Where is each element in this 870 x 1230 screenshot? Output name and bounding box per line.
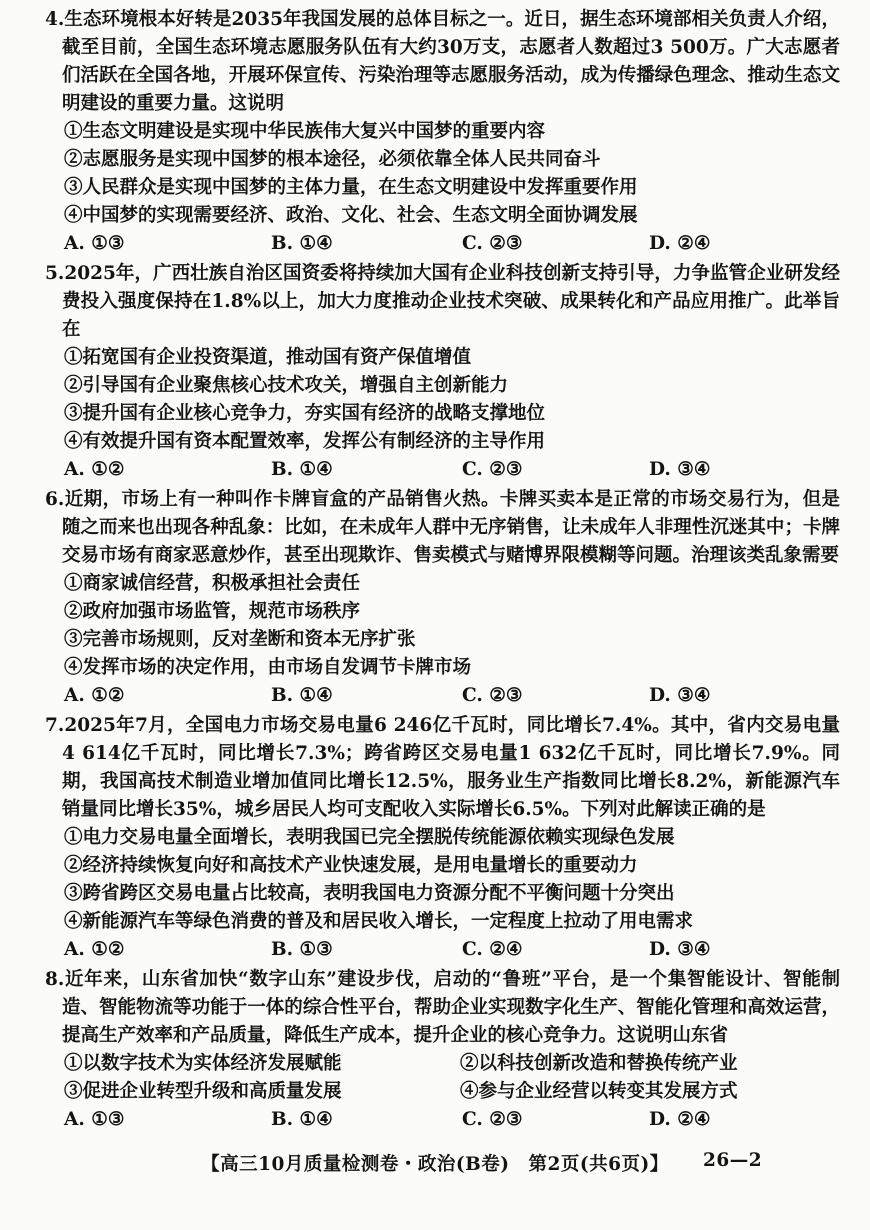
option-d: D. ②④ [649,233,711,254]
option-c: C. ②③ [462,459,523,480]
statement-item: ④有效提升国有资本配置效率，发挥公有制经济的主导作用 [64,431,546,452]
option-b: B. ①④ [271,1109,333,1130]
option-a: A. ①② [64,685,125,706]
answer-options [64,1106,840,1134]
question-stem: 2025年，广西壮族自治区国资委将持续加大国有企业科技创新支持引导，力争监管企业研发经费投入强度保持在1.8%以上，加大力度推动企业技术突破、成果转化和产品应用推广。此举旨在 [62,263,840,340]
question-number: 7. [45,715,65,736]
question-stem: 2025年7月，全国电力市场交易电量6 246亿千瓦时，同比增长7.4%。其中，省内交易电量4 614亿千瓦时，同比增长7.3%；跨省跨区交易电量1 632亿千瓦时，同比增长7.9%。同期，我国高技术制造业增加值同比增长12.5%，服务业生产指数同比增长8.2%，新能源汽车销量同比增长35%，城乡居民人均可支配收入实际增长6.5%。下列对此解读正确的是 [62,715,840,820]
option-a: A. ①③ [64,233,125,254]
option-d: D. ③④ [649,459,711,480]
option-d: D. ②④ [649,1109,711,1130]
question-stem: 生态环境根本好转是2035年我国发展的总体目标之一。近日，据生态环境部相关负责人介绍，截至目前，全国生态环境志愿服务队伍有大约30万支，志愿者人数超过3 500万。广大志愿者们活跃在全国各地，开展环保宣传、污染治理等志愿服务活动，成为传播绿色理念、推动生态文明建设的重要力量。这说明 [62,9,840,114]
statement-item: ②引导国有企业聚焦核心技术攻关，增强自主创新能力 [64,375,509,396]
statement-item: ②经济持续恢复向好和高技术产业快速发展，是用电量增长的重要动力 [64,855,638,876]
statement-item: ④参与企业经营以转变其发展方式 [460,1081,738,1102]
option-b: B. ①③ [271,939,333,960]
footer-text: 【高三10月质量检测卷・政治(B卷) 第2页(共6页)】 [201,1154,669,1175]
question-4 [45,6,840,258]
option-c: C. ②③ [462,233,523,254]
option-b: B. ①④ [271,459,333,480]
statement-item: ③跨省跨区交易电量占比较高，表明我国电力资源分配不平衡问题十分突出 [64,883,675,904]
answer-options [64,682,840,710]
statement-item: ②志愿服务是实现中国梦的根本途径，必须依靠全体人民共同奋斗 [64,149,601,170]
question-number: 4. [45,9,65,30]
option-d: D. ③④ [649,939,711,960]
statement-item: ①拓宽国有企业投资渠道，推动国有资产保值增值 [64,347,472,368]
statement-item: ①商家诚信经营，积极承担社会责任 [64,573,361,594]
statement-item: ④新能源汽车等绿色消费的普及和居民收入增长，一定程度上拉动了用电需求 [64,911,694,932]
statement-item: ③人民群众是实现中国梦的主体力量，在生态文明建设中发挥重要作用 [64,177,638,198]
option-c: C. ②④ [462,939,523,960]
question-stem: 近年来，山东省加快“数字山东”建设步伐，启动的“鲁班”平台，是一个集智能设计、智能制造、智能物流等功能于一体的综合性平台，帮助企业实现数字化生产、智能化管理和高效运营，提高生产效率和产品质量，降低生产成本，提升企业的核心竞争力。这说明山东省 [62,969,840,1046]
answer-options [64,230,840,258]
statement-item: ②以科技创新改造和替换传统产业 [460,1053,738,1074]
option-d: D. ③④ [649,685,711,706]
option-a: A. ①② [64,939,125,960]
question-7 [45,712,840,964]
question-number: 8. [45,969,65,990]
question-stem: 近期，市场上有一种叫作卡牌盲盒的产品销售火热。卡牌买卖本是正常的市场交易行为，但是随之而来也出现各种乱象：比如，在未成年人群中无序销售，让未成年人非理性沉迷其中；卡牌交易市场有商家恶意炒作，甚至出现欺诈、售卖模式与赌博界限模糊等问题。治理该类乱象需要 [62,489,840,566]
question-8 [45,966,840,1134]
statement-item: ③提升国有企业核心竞争力，夯实国有经济的战略支撑地位 [64,403,546,424]
answer-options [64,936,840,964]
option-c: C. ②③ [462,685,523,706]
option-a: A. ①② [64,459,125,480]
statement-item: ①以数字技术为实体经济发展赋能 [64,1053,342,1074]
statement-item: ①电力交易电量全面增长，表明我国已完全摆脱传统能源依赖实现绿色发展 [64,827,675,848]
statement-grid [64,1050,840,1106]
answer-options [64,456,840,484]
page-footer [0,1150,870,1176]
statement-item: ①生态文明建设是实现中华民族伟大复兴中国梦的重要内容 [64,121,546,142]
statement-item: ④发挥市场的决定作用，由市场自发调节卡牌市场 [64,657,472,678]
statement-item: ③促进企业转型升级和高质量发展 [64,1081,342,1102]
question-5 [45,260,840,484]
question-number: 6. [45,489,65,510]
question-6 [45,486,840,710]
statement-item: ④中国梦的实现需要经济、政治、文化、社会、生态文明全面协调发展 [64,205,638,226]
option-b: B. ①④ [271,685,333,706]
statement-item: ③完善市场规则，反对垄断和资本无序扩张 [64,629,416,650]
footer-code: 26—2 [703,1150,763,1171]
option-c: C. ②③ [462,1109,523,1130]
option-b: B. ①④ [271,233,333,254]
statement-item: ②政府加强市场监管，规范市场秩序 [64,601,361,622]
option-a: A. ①③ [64,1109,125,1130]
question-number: 5. [45,263,65,284]
